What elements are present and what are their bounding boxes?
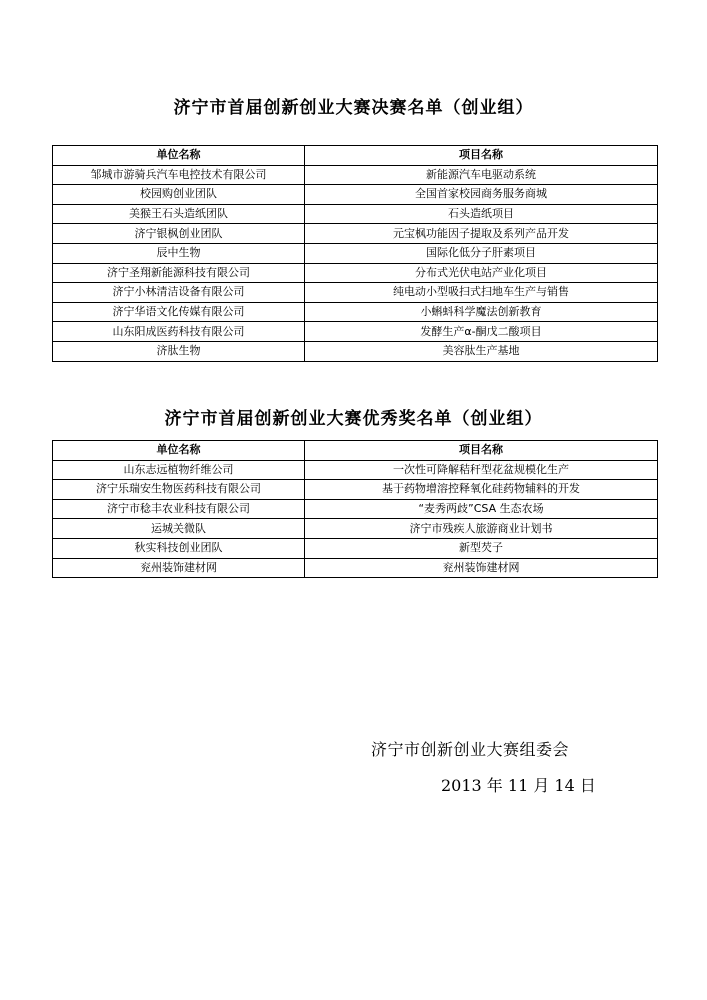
table-header-row — [53, 441, 658, 461]
unit-cell: 辰中生物 — [53, 243, 305, 263]
column-header-unit: 单位名称 — [53, 441, 305, 461]
column-header-unit: 单位名称 — [53, 146, 305, 166]
unit-cell: 秋实科技创业团队 — [53, 538, 305, 558]
organizer-signature: 济宁市创新创业大赛组委会 — [371, 740, 570, 759]
project-cell: 美容肽生产基地 — [305, 341, 658, 361]
unit-cell: 济宁圣翔新能源科技有限公司 — [53, 263, 305, 283]
issue-date: 2013 年 11 月 14 日 — [441, 776, 596, 795]
table-row — [53, 341, 658, 361]
column-header-project: 项目名称 — [305, 441, 658, 461]
unit-cell: 美猴王石头造纸团队 — [53, 204, 305, 224]
unit-cell: 邹城市游骑兵汽车电控技术有限公司 — [53, 165, 305, 185]
table-row — [53, 558, 658, 578]
unit-cell: 济宁华语文化传媒有限公司 — [53, 302, 305, 322]
table-row — [53, 302, 658, 322]
unit-cell: 济宁银枫创业团队 — [53, 224, 305, 244]
project-cell: 纯电动小型吸扫式扫地车生产与销售 — [305, 283, 658, 303]
table-header-row — [53, 146, 658, 166]
table-row — [53, 165, 658, 185]
table-row — [53, 480, 658, 500]
unit-cell: 山东志远植物纤维公司 — [53, 460, 305, 480]
table-row — [53, 460, 658, 480]
unit-cell: 济宁小林清洁设备有限公司 — [53, 283, 305, 303]
table-row — [53, 283, 658, 303]
project-cell: 国际化低分子肝素项目 — [305, 243, 658, 263]
unit-cell: 兖州装饰建材网 — [53, 558, 305, 578]
project-cell: 分布式光伏电站产业化项目 — [305, 263, 658, 283]
project-cell: 济宁市残疾人旅游商业计划书 — [305, 519, 658, 539]
project-cell: 基于药物增溶控释氧化硅药物辅料的开发 — [305, 480, 658, 500]
table-row — [53, 204, 658, 224]
unit-cell: 运城关微队 — [53, 519, 305, 539]
project-cell: 石头造纸项目 — [305, 204, 658, 224]
unit-cell: 济宁市稔丰农业科技有限公司 — [53, 499, 305, 519]
unit-cell: 山东阳成医药科技有限公司 — [53, 322, 305, 342]
project-cell: 元宝枫功能因子提取及系列产品开发 — [305, 224, 658, 244]
excellence-table — [52, 440, 658, 578]
project-cell: 发酵生产α-酮戊二酸项目 — [305, 322, 658, 342]
table-row — [53, 243, 658, 263]
project-cell: 新能源汽车电驱动系统 — [305, 165, 658, 185]
project-cell: “麦秀两歧”CSA 生态农场 — [305, 499, 658, 519]
table-row — [53, 519, 658, 539]
unit-cell: 校园购创业团队 — [53, 185, 305, 205]
finals-table — [52, 145, 658, 362]
unit-cell: 济肽生物 — [53, 341, 305, 361]
table-row — [53, 263, 658, 283]
unit-cell: 济宁乐瑞安生物医药科技有限公司 — [53, 480, 305, 500]
table-row — [53, 185, 658, 205]
project-cell: 小蝌蚪科学魔法创新教育 — [305, 302, 658, 322]
finals-title: 济宁市首届创新创业大赛决赛名单（创业组） — [173, 98, 534, 118]
table-row — [53, 538, 658, 558]
project-cell: 新型芡子 — [305, 538, 658, 558]
project-cell: 兖州装饰建材网 — [305, 558, 658, 578]
table-row — [53, 322, 658, 342]
project-cell: 一次性可降解秸秆型花盆规模化生产 — [305, 460, 658, 480]
column-header-project: 项目名称 — [305, 146, 658, 166]
excellence-title: 济宁市首届创新创业大赛优秀奖名单（创业组） — [164, 409, 543, 429]
table-row — [53, 224, 658, 244]
project-cell: 全国首家校园商务服务商城 — [305, 185, 658, 205]
table-row — [53, 499, 658, 519]
